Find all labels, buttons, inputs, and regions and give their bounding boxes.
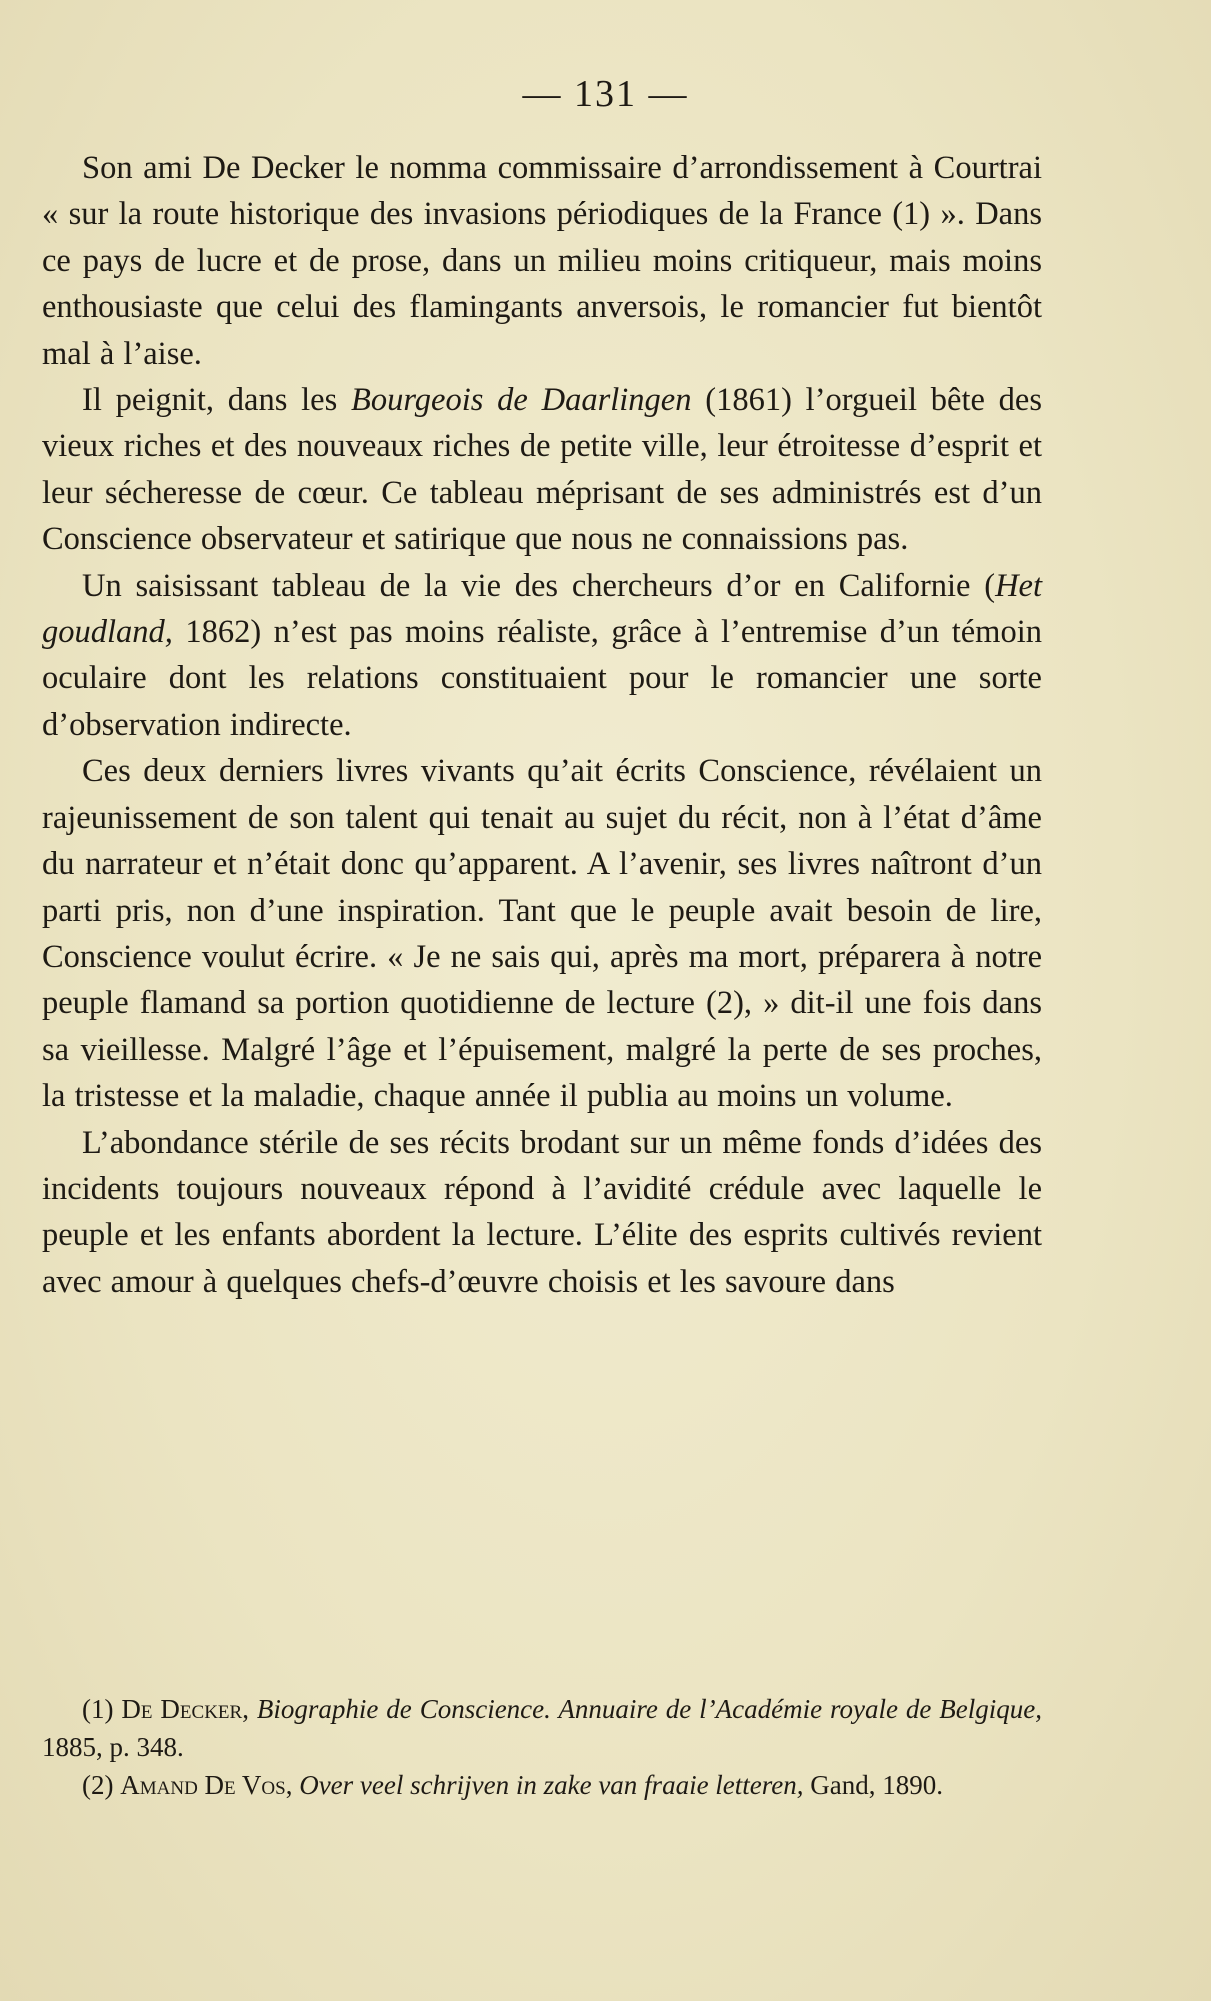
body-text <box>42 145 1042 1305</box>
italic-text: Bourgeois de Daarlingen <box>351 382 692 419</box>
text-run: Ces deux derniers livres vivants qu’ait écrits Conscience, révélaient un rajeunissement de son talent qui tenait au sujet du récit, non à l’état d’âme du narrateur et n’était donc qu’apparent. A l’avenir, ses livres naîtront d’un parti pris, non d’une inspiration. Tant que le peuple avait besoin de lire, Conscience voulut écrire. « Je ne sais qui, après ma mort, préparera à notre peuple flamand sa portion quotidienne de lecture (2), » dit-il une fois dans sa vieillesse. Malgré l’âge et l’épuisement, malgré la perte de ses proches, la tristesse et la maladie, chaque année il publia au moins un volume. <box>42 753 1042 1115</box>
text-run: 1885, p. 348. <box>42 1732 184 1762</box>
text-run: , <box>285 1770 300 1800</box>
text-run: , <box>242 1694 257 1724</box>
italic-text: Over veel schrijven in zake van fraaie letteren, <box>299 1770 804 1800</box>
text-run: (1861) l’orgueil bête des vieux riches et des nouveaux riches de petite ville, leur étroitesse d’esprit et leur sécheresse de cœur. Ce tableau méprisant de ses administrés est d’un Conscience observateur et satirique que nous ne connaissions pas. <box>42 382 1042 558</box>
paragraph <box>42 748 1042 1119</box>
text-run: Son ami De Decker le nomma commissaire d’arrondissement à Courtrai « sur la route historique des invasions périodiques de la France (1) ». Dans ce pays de lucre et de prose, dans un milieu moins critiqueur, mais moins enthousiaste que celui des flamingants anversois, le romancier fut bientôt mal à l’aise. <box>42 150 1042 372</box>
text-run: Un saisissant tableau de la vie des chercheurs d’or en Californie ( <box>82 567 996 604</box>
page-number: — 131 — <box>522 73 689 115</box>
text-run: L’abondance stérile de ses récits brodant sur un même fonds d’idées des incidents toujours nouveaux répond à l’avidité crédule avec laquelle le peuple et les enfants abordent la lecture. L’élite des esprits cultivés revient avec amour à quelques chefs-d’œuvre choisis et les savoure dans <box>42 1124 1042 1300</box>
footnote <box>42 1766 1042 1804</box>
author-name: Amand De Vos <box>120 1770 286 1800</box>
paragraph <box>42 1120 1042 1306</box>
paragraph <box>42 145 1042 377</box>
text-run: Gand, 1890. <box>803 1770 943 1800</box>
footnotes <box>42 1690 1042 1804</box>
paragraph <box>42 563 1042 749</box>
italic-text: Biographie de Conscience. Annuaire de l’Académie royale de Belgique, <box>256 1694 1043 1724</box>
text-run: (1) <box>82 1694 122 1724</box>
text-run: (2) <box>82 1770 121 1800</box>
text-run: 1862) n’est pas moins réaliste, grâce à l’entremise d’un témoin oculaire dont les relations constituaient pour le romancier une sorte d’observation indirecte. <box>42 614 1042 743</box>
italic-text: Het goudland, <box>42 567 1042 651</box>
footnote <box>42 1690 1042 1766</box>
text-run: Il peignit, dans les <box>82 382 352 419</box>
author-name: De Decker <box>121 1694 243 1724</box>
paragraph <box>42 377 1042 563</box>
